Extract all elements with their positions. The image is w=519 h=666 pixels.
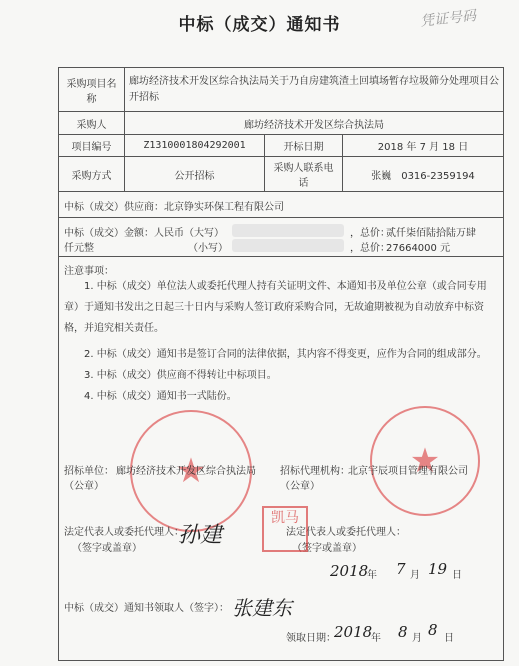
receive-date-year: 2018 — [334, 623, 373, 641]
method-value: 公开招标 — [125, 157, 265, 192]
contact-value: 张巍 0316-2359194 — [343, 157, 504, 192]
project-name-value: 廊坊经济技术开发区综合执法局关于乃自房建筑渣土回填场暂存垃圾筛分处理项目公开招标 — [125, 68, 504, 112]
agency-seal-label: （公章） — [280, 481, 320, 492]
note-item: 4. 中标（成交）通知书一式陆份。 — [84, 391, 237, 402]
project-info-table — [58, 67, 504, 192]
tender-unit-label: 招标单位： — [64, 466, 114, 477]
sign-date-day: 19 — [428, 560, 448, 578]
receiver-label: 中标（成交）通知书领取人（签字）： — [64, 603, 229, 614]
purchaser-label: 采购人 — [59, 112, 125, 135]
small-label: （小写） — [188, 243, 228, 254]
total-lower: 27664000 元 — [386, 243, 451, 254]
sign-date-day-unit: 日 — [452, 570, 462, 581]
note-item: 2. 中标（成交）通知书是签订合同的法律依据，其内容不得变更，应作为合同的组成部分。 — [84, 349, 487, 360]
receive-date-month: 8 — [398, 623, 408, 641]
divider — [58, 217, 504, 218]
method-label: 采购方式 — [59, 157, 125, 192]
project-no-value: Z1310001804292001 — [125, 135, 265, 157]
document-title: 中标（成交）通知书 — [178, 15, 341, 35]
receive-date-month-unit: 月 — [412, 633, 422, 644]
agency-name: 北京宇辰项目管理有限公司 — [348, 466, 468, 477]
sign-label-2: （签字或盖章） — [292, 543, 362, 554]
legal-rep-label: 法定代表人或委托代理人： — [64, 527, 184, 538]
sign-date-year-unit: 年 — [367, 570, 377, 581]
sign-date-year: 2018 — [330, 562, 369, 580]
amount-upper-continued: 仟元整 — [64, 243, 94, 254]
amount-prefix: 中标（成交）金额：人民币（大写） — [64, 228, 224, 239]
agency-seal — [370, 406, 480, 516]
open-date-value: 2018 年 7 月 18 日 — [343, 135, 504, 157]
total-label: ，总价： — [350, 228, 390, 239]
receive-date-day: 8 — [428, 621, 438, 639]
total-label-2: ，总价： — [350, 243, 390, 254]
sign-date-month: 7 — [396, 560, 406, 578]
receive-date-year-unit: 年 — [371, 633, 381, 644]
divider — [58, 256, 504, 257]
receive-date-day-unit: 日 — [444, 633, 454, 644]
seal-star-icon: ★ — [175, 451, 207, 491]
legal-rep-label-2: 法定代表人或委托代理人： — [286, 527, 406, 538]
sign-label: （签字或盖章） — [72, 543, 142, 554]
personal-seal: 凯马 — [262, 506, 308, 552]
project-name-label: 采购项目名称 — [59, 68, 125, 112]
tender-seal-label: （公章） — [64, 481, 104, 492]
seal-star-icon: ★ — [409, 441, 441, 481]
redacted-amount-upper — [232, 224, 344, 237]
sign-date-month-unit: 月 — [410, 570, 420, 581]
project-no-label: 项目编号 — [59, 135, 125, 157]
supplier-line: 中标（成交）供应商：北京铮实环保工程有限公司 — [64, 202, 284, 213]
handwritten-signature-left: 孙建 — [178, 523, 223, 548]
receive-date-label: 领取日期： — [286, 633, 336, 644]
purchaser-value: 廊坊经济技术开发区综合执法局 — [125, 112, 504, 135]
note-item: 3. 中标（成交）供应商不得转让中标项目。 — [84, 370, 277, 381]
notes-title: 注意事项： — [64, 266, 114, 277]
open-date-label: 开标日期 — [265, 135, 343, 157]
redacted-amount-lower — [232, 239, 344, 252]
corner-handwriting: 凭证号码 — [419, 8, 477, 30]
receiver-signature: 张建东 — [232, 596, 292, 620]
tender-unit-name: 廊坊经济技术开发区综合执法局 — [116, 466, 256, 477]
agency-label: 招标代理机构： — [280, 466, 350, 477]
note-item: 1. 中标（成交）单位法人或委托代理人持有关证明文件、本通知书及单位公章（或合同专用章）于通知书发出之日起三十日内与采购人签订政府采购合同，无故逾期被视为自动放弃中标资格，并追究相关责任。 — [64, 281, 487, 334]
contact-label: 采购人联系电话 — [265, 157, 343, 192]
total-upper: 贰仟柒佰陆拾陆万肆 — [386, 228, 476, 239]
